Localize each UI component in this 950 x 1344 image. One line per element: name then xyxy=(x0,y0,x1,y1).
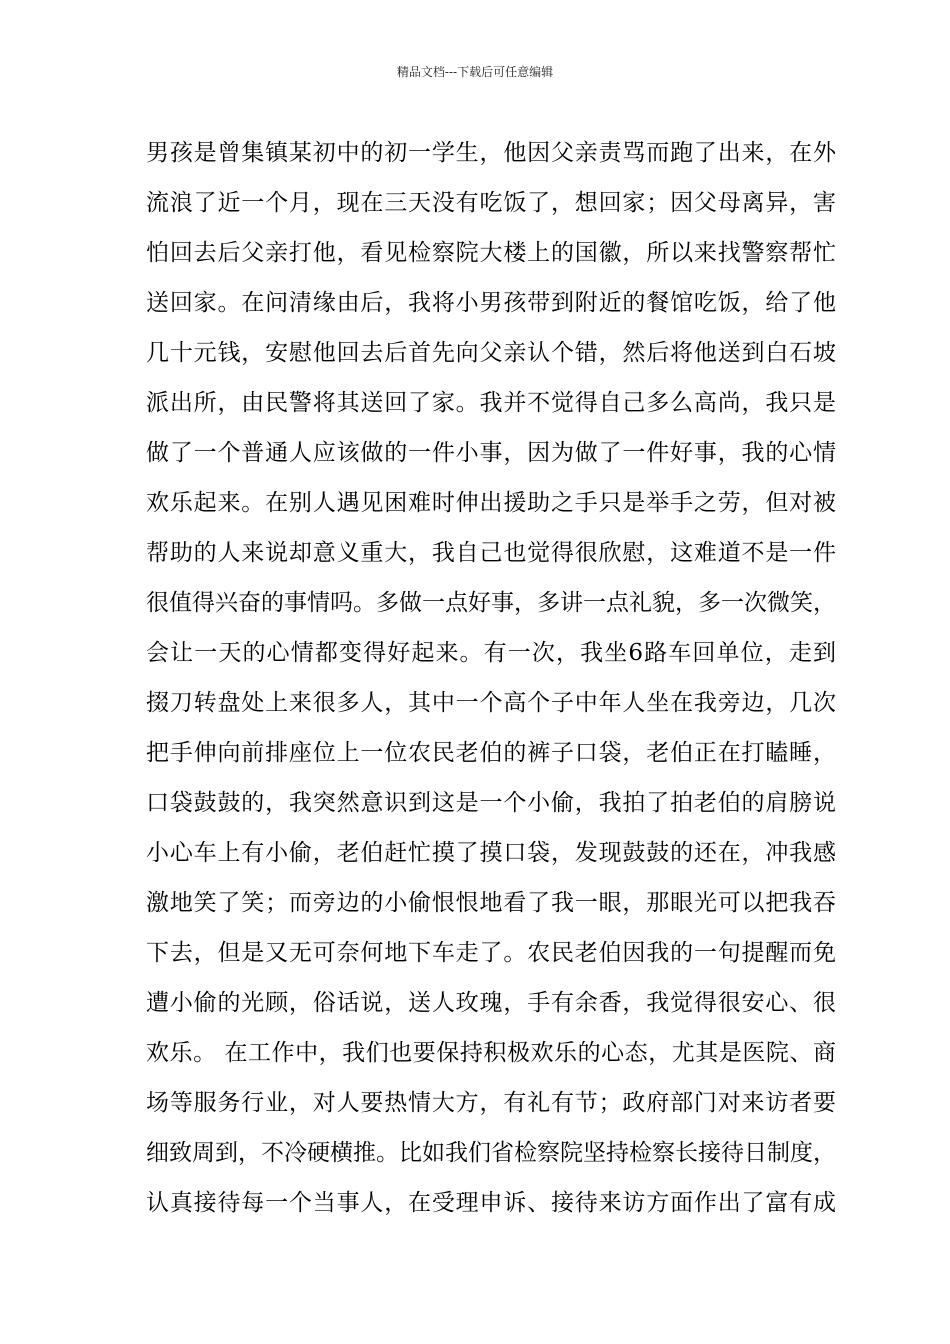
text-line: 把手伸向前排座位上一位农民老伯的裤子口袋，老伯正在打瞌睡， xyxy=(146,740,836,766)
text-line: 很值得兴奋的事情吗。多做一点好事，多讲一点礼貌，多一次微笑， xyxy=(146,590,836,616)
text-line: 掇刀转盘处上来很多人，其中一个高个子中年人坐在我旁边，几次 xyxy=(146,690,836,716)
text-line: 做了一个普通人应该做的一件小事，因为做了一件好事，我的心情 xyxy=(146,440,836,466)
text-line: 激地笑了笑；而旁边的小偷恨恨地看了我一眼，那眼光可以把我吞 xyxy=(146,890,836,916)
document-body xyxy=(146,128,836,1228)
text-line: 欢乐。 在工作中，我们也要保持积极欢乐的心态，尤其是医院、商 xyxy=(146,1040,836,1066)
text-line: 小心车上有小偷，老伯赶忙摸了摸口袋，发现鼓鼓的还在，冲我感 xyxy=(146,840,836,866)
text-line: 细致周到，不冷硬横推。比如我们省检察院坚持检察长接待日制度， xyxy=(146,1140,836,1166)
text-line: 流浪了近一个月，现在三天没有吃饭了，想回家；因父母离异，害 xyxy=(146,190,836,216)
text-line: 帮助的人来说却意义重大，我自己也觉得很欣慰，这难道不是一件 xyxy=(146,540,836,566)
text-line: 男孩是曾集镇某初中的初一学生，他因父亲责骂而跑了出来，在外 xyxy=(146,140,836,166)
text-line: 会让一天的心情都变得好起来。有一次，我坐6路车回单位，走到 xyxy=(146,640,836,666)
text-line: 遭小偷的光顾，俗话说，送人玫瑰，手有余香，我觉得很安心、很 xyxy=(146,990,836,1016)
text-line: 怕回去后父亲打他，看见检察院大楼上的国徽，所以来找警察帮忙 xyxy=(146,240,836,266)
text-line: 几十元钱，安慰他回去后首先向父亲认个错，然后将他送到白石坡 xyxy=(146,340,836,366)
text-line: 下去，但是又无可奈何地下车走了。农民老伯因我的一句提醒而免 xyxy=(146,940,836,966)
text-line: 欢乐起来。在别人遇见困难时伸出援助之手只是举手之劳，但对被 xyxy=(146,490,836,516)
page-header: 精品文档---下载后可任意编辑 xyxy=(396,65,554,79)
text-line: 认真接待每一个当事人，在受理申诉、接待来访方面作出了富有成 xyxy=(146,1190,836,1216)
text-line: 送回家。在问清缘由后，我将小男孩带到附近的餐馆吃饭，给了他 xyxy=(146,290,836,316)
text-line: 场等服务行业，对人要热情大方，有礼有节；政府部门对来访者要 xyxy=(146,1090,836,1116)
text-line: 口袋鼓鼓的，我突然意识到这是一个小偷，我拍了拍老伯的肩膀说 xyxy=(146,790,836,816)
text-line: 派出所，由民警将其送回了家。我并不觉得自己多么高尚，我只是 xyxy=(146,390,836,416)
